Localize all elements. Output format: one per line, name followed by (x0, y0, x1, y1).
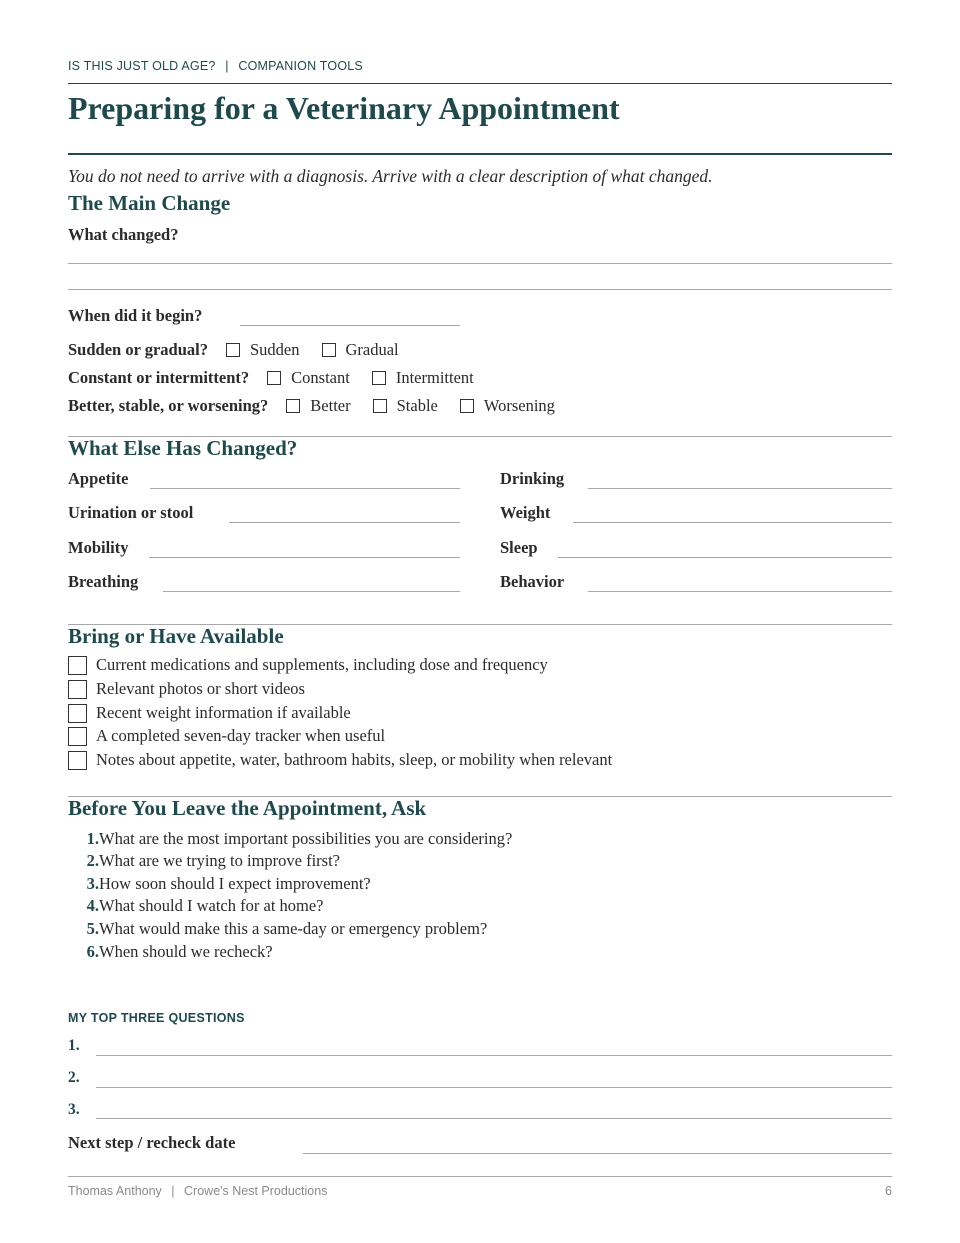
option-label: Constant (291, 368, 350, 387)
ask-item-text: What are we trying to improve first? (99, 851, 340, 870)
top-question-number-3: 3. (68, 1101, 80, 1118)
what-changed-line-1[interactable] (68, 263, 892, 264)
what-changed-label: What changed? (68, 225, 179, 244)
option-label: Stable (396, 396, 438, 415)
header-rule (68, 83, 892, 84)
question-label: Sudden or gradual? (68, 340, 208, 359)
option-intermittent[interactable] (372, 368, 474, 388)
ask-item (68, 829, 512, 849)
field-label-drinking: Drinking (500, 469, 565, 488)
top-question-number-2: 2. (68, 1069, 80, 1086)
option-better[interactable] (286, 396, 350, 416)
ask-item-number: 1. (86, 829, 99, 848)
option-label: Gradual (345, 340, 399, 359)
option-sudden[interactable] (226, 340, 300, 360)
ask-item (68, 874, 371, 894)
footer-rule (68, 1176, 892, 1177)
when-began-label: When did it begin? (68, 306, 203, 325)
ask-item-text: What would make this a same-day or emergency problem? (99, 919, 488, 938)
ask-item-text: How soon should I expect improvement? (99, 874, 371, 893)
header-book-title: IS THIS JUST OLD AGE? (68, 59, 216, 73)
field-label-sleep: Sleep (500, 538, 538, 557)
bring-item-photos[interactable] (68, 679, 305, 699)
checkbox[interactable] (68, 704, 87, 723)
bring-item-notes[interactable] (68, 750, 612, 770)
field-line-drinking[interactable] (588, 488, 892, 489)
header-separator: | (225, 59, 229, 73)
top-question-line-2[interactable] (96, 1087, 892, 1088)
option-label: Intermittent (395, 368, 474, 387)
field-label-behavior: Behavior (500, 572, 565, 591)
checkbox[interactable] (226, 343, 240, 357)
option-label: Worsening (483, 396, 555, 415)
bring-item-label: Recent weight information if available (96, 703, 351, 722)
option-gradual[interactable] (322, 340, 399, 360)
page-number: 6 (885, 1184, 892, 1198)
ask-item (68, 919, 487, 939)
option-label: Sudden (250, 340, 300, 359)
footer-author: Thomas Anthony (68, 1184, 162, 1198)
checkbox[interactable] (372, 371, 386, 385)
top-question-number-1: 1. (68, 1037, 80, 1054)
section-heading-main-change: The Main Change (68, 191, 231, 215)
bring-item-label: A completed seven-day tracker when useful (96, 726, 386, 745)
checkbox[interactable] (68, 656, 87, 675)
field-label-urination: Urination or stool (68, 503, 194, 522)
ask-item-text: When should we recheck? (99, 942, 273, 961)
checkbox[interactable] (286, 399, 300, 413)
ask-item-text: What should I watch for at home? (99, 896, 324, 915)
title-rule (68, 153, 892, 155)
field-line-appetite[interactable] (150, 488, 460, 489)
page-title: Preparing for a Veterinary Appointment (68, 90, 620, 126)
checkbox[interactable] (460, 399, 474, 413)
intro-text: You do not need to arrive with a diagnosis. Arrive with a clear description of what changed. (68, 166, 713, 186)
field-label-weight: Weight (500, 503, 551, 522)
top-question-line-1[interactable] (96, 1055, 892, 1056)
bring-item-label: Notes about appetite, water, bathroom habits, sleep, or mobility when relevant (96, 750, 613, 769)
next-step-line[interactable] (303, 1153, 892, 1154)
question-row-sudden-gradual (68, 340, 421, 360)
bring-item-medications[interactable] (68, 655, 548, 675)
ask-item-number: 3. (86, 874, 99, 893)
field-line-weight[interactable] (573, 522, 892, 523)
checkbox[interactable] (68, 680, 87, 699)
ask-item (68, 851, 340, 871)
bring-item-weight[interactable] (68, 703, 351, 723)
next-step-label: Next step / recheck date (68, 1133, 236, 1152)
field-line-sleep[interactable] (558, 557, 892, 558)
top-three-heading: MY TOP THREE QUESTIONS (68, 1011, 245, 1025)
footer-credits (68, 1184, 327, 1198)
checkbox[interactable] (68, 727, 87, 746)
bring-item-tracker[interactable] (68, 726, 385, 746)
checkbox[interactable] (68, 751, 87, 770)
ask-item-number: 4. (86, 896, 99, 915)
ask-item (68, 942, 273, 962)
ask-item-number: 6. (86, 942, 99, 961)
question-row-trend (68, 396, 577, 416)
header-section: COMPANION TOOLS (238, 59, 363, 73)
question-label: Better, stable, or worsening? (68, 396, 269, 415)
option-stable[interactable] (373, 396, 438, 416)
checkbox[interactable] (373, 399, 387, 413)
section-heading-ask: Before You Leave the Appointment, Ask (68, 796, 427, 820)
ask-item (68, 896, 324, 916)
section-heading-what-else: What Else Has Changed? (68, 436, 298, 460)
field-line-mobility[interactable] (149, 557, 460, 558)
field-line-breathing[interactable] (163, 591, 460, 592)
field-label-breathing: Breathing (68, 572, 139, 591)
ask-item-text: What are the most important possibilities you are considering? (99, 829, 513, 848)
bring-item-label: Current medications and supplements, including dose and frequency (96, 655, 548, 674)
footer-separator: | (171, 1184, 175, 1198)
bring-item-label: Relevant photos or short videos (96, 679, 305, 698)
when-began-line[interactable] (240, 325, 460, 326)
what-changed-line-2[interactable] (68, 289, 892, 290)
running-header (68, 59, 363, 73)
field-line-urination[interactable] (229, 522, 460, 523)
ask-item-number: 5. (86, 919, 99, 938)
checkbox[interactable] (267, 371, 281, 385)
option-label: Better (310, 396, 351, 415)
option-constant[interactable] (267, 368, 350, 388)
field-label-mobility: Mobility (68, 538, 129, 557)
option-worsening[interactable] (460, 396, 555, 416)
question-row-constant-intermittent (68, 368, 496, 388)
question-label: Constant or intermittent? (68, 368, 250, 387)
field-label-appetite: Appetite (68, 469, 129, 488)
field-line-behavior[interactable] (588, 591, 892, 592)
section-heading-bring: Bring or Have Available (68, 624, 284, 648)
top-question-line-3[interactable] (96, 1118, 892, 1119)
ask-item-number: 2. (86, 851, 99, 870)
footer-publisher: Crowe's Nest Productions (184, 1184, 328, 1198)
checkbox[interactable] (322, 343, 336, 357)
